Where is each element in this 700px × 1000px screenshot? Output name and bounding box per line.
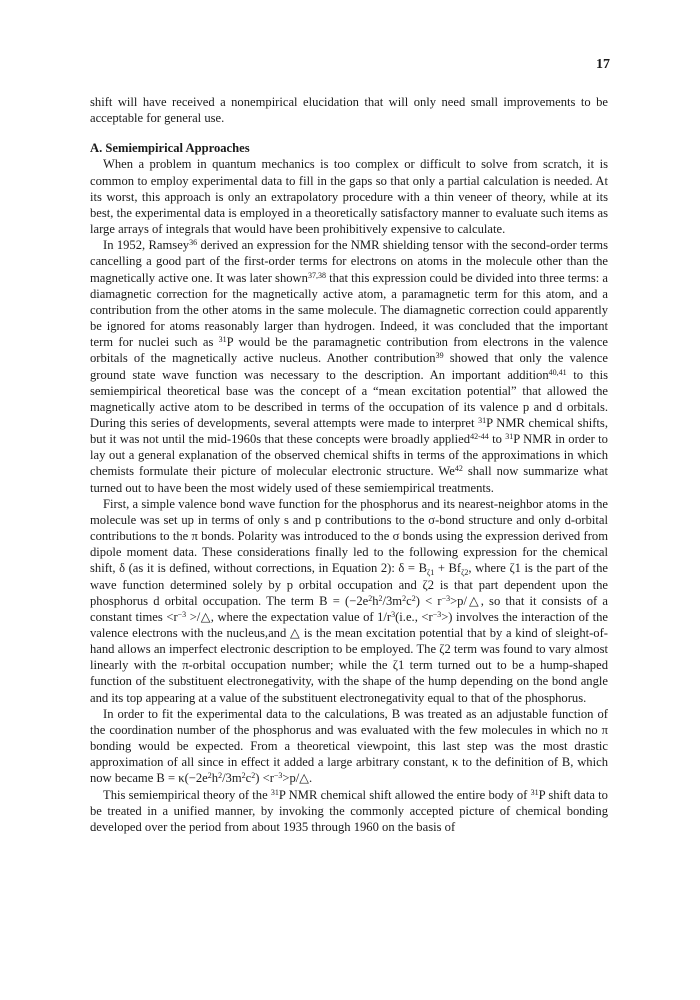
p3-text: (i.e., <r [395,609,433,624]
p5-text: P NMR chemical shift allowed the entire body of [278,787,531,802]
p5-text: This semiempirical theory of the [103,787,271,802]
page-number: 17 [596,57,610,72]
exponent: 2 [368,593,373,603]
p4-text: c [245,771,252,786]
p2-text: that this expression could be divided into three terms: a diamagnetic correction for the magnetically active atom, a paramagnetic term for this atom, and a contribution from the other atoms in the same molecule. The diamagnetic correction could apparently be ignored for atoms reasonably larger than hydrogen. Indeed, it was concluded that the important term for nuclei such as [90,270,608,350]
p3-text: >p/△, so that it consists of a constant times <r [90,593,609,624]
p3-text: /3m [382,593,403,608]
reference-42-44: 42-44 [470,432,489,442]
p2-text: showed that only the valence ground state wave function was necessary to the description. An important addition [90,351,608,382]
reference-39: 39 [435,351,444,361]
exponent: −3 [177,609,187,619]
exponent: −3 [432,609,442,619]
p3-text: , where ζ1 is the part of the wave function determined solely by p orbital occupation and ζ2 is that part dependent upon the phosphorus d orbital occupation. The term B = (−2e [90,561,608,608]
isotope-superscript: 31 [218,335,227,345]
p2-text: shall now summarize what turned out to have been the most widely used of these semiempirical treatments. [90,464,608,495]
p4-text: /3m [222,771,242,786]
p3-text: First, a simple valence bond wave function for the phosphorus and its nearest-neighbor atoms in the molecule was set up in terms of only s and p contributions to the σ-bond structure and only d-orbital contributions to the π bonds. Polarity was introduced to the σ bonds using the expression derived from dipole moment data. These considerations finally led to the following expression for the chemical shift, δ (as it is defined, without corrections, in Equation 2): δ = B [90,496,608,576]
intro-paragraph [90,94,608,126]
exponent: 2 [402,593,407,603]
exponent: 2 [218,771,223,781]
p4-text: h [211,771,219,786]
exponent: 2 [411,593,416,603]
exponent: 2 [207,771,212,781]
isotope-superscript: 31 [270,787,279,797]
p3-text: >/△, where the expectation value of 1/r [186,609,392,624]
p2-text: P would be the paramagnetic contribution from electrons in the valence orbitals of the magnetically active nucleus. Another contribution [90,335,608,366]
p4-text: >p/△. [282,771,313,786]
p2-text: P NMR chemical shifts, but it was not until the mid-1960s that these concepts were broadly applied [90,415,608,447]
isotope-superscript: 31 [505,432,514,442]
p3-text: c [406,593,412,608]
p3-text: h [372,593,379,608]
p3-text: ) < r [415,593,442,608]
exponent: −3 [273,771,283,781]
paragraph-1-text: When a problem in quantum mechanics is too complex or difficult to solve from scratch, it is common to employ experimental data to fill in the gaps so that only a partial calculation is needed. At its worst, this approach is only an extrapolatory procedure with a thin veneer of theory, while at its best, the experimental data is employed in a theoretically satisfactory manner to evaluate such items as large arrays of integrals that would have been prohibitively expensive to calculate. [90,157,608,237]
isotope-superscript: 31 [478,415,487,425]
paragraph-3 [90,496,608,706]
p3-text: >) involves the interaction of the valence electrons with the nucleus,and △ is the mean excitation potential that by a kind of sleight-of-hand allows an imperfect electronic description to be employed. The ζ2 term was found to vary almost linearly with the π-orbital occupation number; while the ζ1 term turned out to be a hump-shaped function of the substituent electronegativity, with the shape of the hump depending on the bond angle and its top appearing at a value of the substituent electronegativity equal to that of the phosphorus. [90,609,608,705]
isotope-superscript: 31 [530,787,539,797]
subscript: ζ2 [461,568,469,578]
p2-text: In 1952, Ramsey [103,238,190,253]
reference-40-41: 40,41 [548,367,567,377]
p5-text: P shift data to be treated in a unified manner, by invoking the commonly accepted picture of chemical bonding developed over the period from about 1935 through 1960 on the basis of [90,787,608,834]
exponent: 2 [378,593,383,603]
exponent: −3 [441,593,451,603]
p2-text: to [488,432,506,447]
paragraph-1 [90,156,608,237]
section-heading: A. Semiempirical Approaches [90,141,250,156]
paragraph-2 [90,237,608,496]
reference-36: 36 [189,238,198,248]
p2-text: P NMR in order to lay out a general explanation of the observed chemical shifts in terms of the approximations in which chemists formulate their picture of molecular electronic structure. We [90,432,608,479]
p2-text: to this semiempirical theoretical base was the concept of a “mean excitation potential” that allowed the magnetically active atom to be described in terms of the occupation of its valence p and d orbitals. During this series of developments, several attempts were made to interpret [90,367,608,430]
subscript: ζ1 [426,568,435,578]
page-body [90,94,608,835]
exponent: 3 [391,609,396,619]
p3-text: + Bf [434,561,462,576]
reference-37-38: 37,38 [307,270,326,280]
paragraph-5 [90,787,608,835]
p4-text: In order to fit the experimental data to the calculations, B was treated as an adjustable function of the coordination number of the phosphorus and was evaluated with the few molecules in which no π bonding would be expected. From a theoretical viewpoint, this last step was the most drastic approximation of all since in effect it added a large arbitrary constant, κ to the definition of B, which now became B = κ(−2e [90,706,608,786]
exponent: 2 [251,771,256,781]
reference-42: 42 [454,464,463,474]
intro-text: shift will have received a nonempirical elucidation that will only need small improvements to be acceptable for general use. [90,95,608,126]
exponent: 2 [241,771,246,781]
p2-text: derived an expression for the NMR shielding tensor with the second-order terms cancelling a good part of the first-order terms for electrons on atoms in the molecule other than the magnetically active one. It was later shown [90,238,609,285]
paragraph-4 [90,706,608,787]
p4-text: ) <r [255,771,274,786]
